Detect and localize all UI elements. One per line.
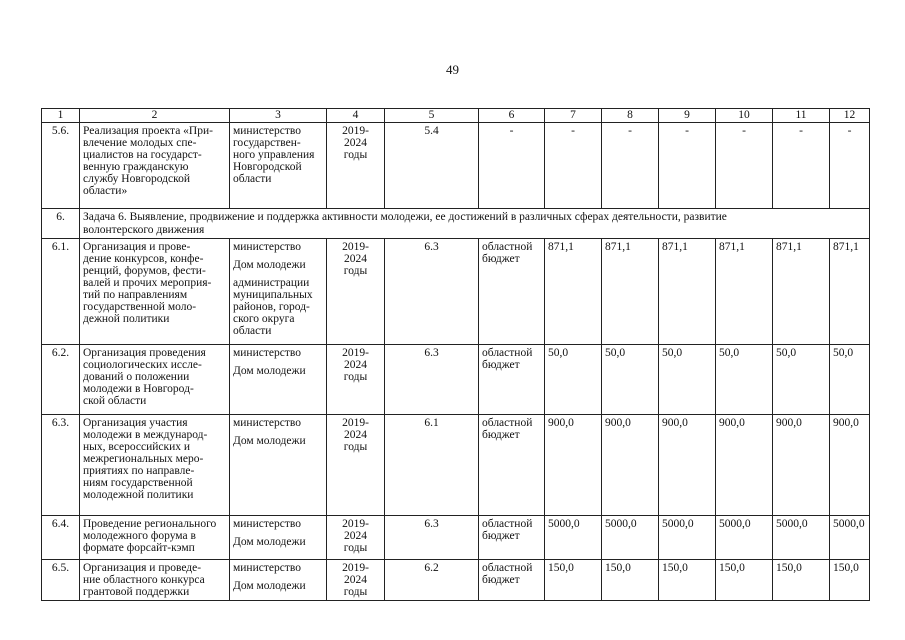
section-title: Задача 6. Выявление, продвижение и поддержка активности молодежи, ее достижений в различных сферах деятельности, развитие волонтерского движения — [80, 209, 870, 239]
executor-name: администрации муниципальных районов, город- ского округа области — [233, 277, 313, 337]
column-number: 11 — [773, 109, 830, 123]
activity-name: Организация проведения социологических иссле- дований о положении молодежи в Новгород- ской области — [80, 345, 230, 415]
executors-cell — [230, 123, 327, 209]
executor-name: Дом молодежи — [233, 259, 306, 271]
funding-value: 900,0 — [716, 415, 773, 516]
executors-cell — [230, 415, 327, 516]
funding-value: 871,1 — [602, 239, 659, 345]
column-number: 9 — [659, 109, 716, 123]
executor-name: министерство — [233, 417, 301, 429]
column-number: 5 — [385, 109, 479, 123]
column-number: 7 — [545, 109, 602, 123]
executor-name: Дом молодежи — [233, 580, 306, 592]
executor-name: министерство — [233, 562, 301, 574]
funding-value: 50,0 — [773, 345, 830, 415]
activity-name: Организация участия молодежи в международ- ных, всероссийских и межрегиональных меро- приятиях по направле- ниям государственной молодежной политики — [80, 415, 230, 516]
funding-source: областной бюджет — [479, 415, 545, 516]
executor-name: министерство государствен- ного управления Новгородской области — [233, 125, 315, 185]
funding-value: 900,0 — [602, 415, 659, 516]
activity-name: Организация и проведе- ние областного конкурса грантовой поддержки — [80, 560, 230, 601]
funding-value: 50,0 — [602, 345, 659, 415]
funding-value: 900,0 — [830, 415, 870, 516]
column-number: 12 — [830, 109, 870, 123]
funding-value: 50,0 — [716, 345, 773, 415]
funding-value: - — [716, 123, 773, 209]
funding-value: 5000,0 — [545, 516, 602, 560]
activity-row — [42, 560, 870, 601]
funding-source: - — [479, 123, 545, 209]
funding-value: 871,1 — [659, 239, 716, 345]
activity-number: 6.1. — [42, 239, 80, 345]
target-indicator-ref: 6.1 — [385, 415, 479, 516]
activity-number: 5.6. — [42, 123, 80, 209]
funding-value: 150,0 — [773, 560, 830, 601]
funding-value: 150,0 — [830, 560, 870, 601]
funding-source: областной бюджет — [479, 239, 545, 345]
column-number: 2 — [80, 109, 230, 123]
executor-name: Дом молодежи — [233, 536, 306, 548]
funding-value: 5000,0 — [716, 516, 773, 560]
funding-value: - — [830, 123, 870, 209]
implementation-period: 2019- 2024 годы — [327, 345, 385, 415]
funding-value: 150,0 — [602, 560, 659, 601]
funding-value: 50,0 — [545, 345, 602, 415]
funding-value: 900,0 — [545, 415, 602, 516]
activity-row — [42, 415, 870, 516]
funding-value: 871,1 — [545, 239, 602, 345]
executor-name: Дом молодежи — [233, 365, 306, 377]
column-number: 4 — [327, 109, 385, 123]
activity-row — [42, 123, 870, 209]
target-indicator-ref: 5.4 — [385, 123, 479, 209]
funding-value: 900,0 — [773, 415, 830, 516]
implementation-period: 2019- 2024 годы — [327, 415, 385, 516]
funding-value: 5000,0 — [773, 516, 830, 560]
implementation-period: 2019- 2024 годы — [327, 516, 385, 560]
target-indicator-ref: 6.3 — [385, 239, 479, 345]
implementation-period: 2019- 2024 годы — [327, 560, 385, 601]
activity-number: 6.3. — [42, 415, 80, 516]
activity-row — [42, 239, 870, 345]
section-row — [42, 209, 870, 239]
executor-name: министерство — [233, 241, 301, 253]
page-number: 49 — [446, 62, 459, 77]
column-number: 6 — [479, 109, 545, 123]
funding-value: 871,1 — [716, 239, 773, 345]
column-number: 3 — [230, 109, 327, 123]
funding-value: 50,0 — [659, 345, 716, 415]
executor-name: министерство — [233, 347, 301, 359]
executors-cell — [230, 239, 327, 345]
funding-value: - — [602, 123, 659, 209]
activity-name: Реализация проекта «При- влечение молодых спе- циалистов на государст- венную гражданскую службу Новгородской области» — [80, 123, 230, 209]
column-number: 10 — [716, 109, 773, 123]
funding-value: 5000,0 — [602, 516, 659, 560]
executors-cell — [230, 560, 327, 601]
column-number: 1 — [42, 109, 80, 123]
funding-value: - — [545, 123, 602, 209]
funding-source: областной бюджет — [479, 560, 545, 601]
funding-value: 150,0 — [659, 560, 716, 601]
executors-cell — [230, 516, 327, 560]
funding-value: 150,0 — [716, 560, 773, 601]
activity-row — [42, 516, 870, 560]
executor-name: министерство — [233, 518, 301, 530]
activity-name: Организация и прове- дение конкурсов, конфе- ренций, форумов, фести- валей и прочих мероприя- тий по направлениям государственной моло- дежной политики — [80, 239, 230, 345]
funding-value: 871,1 — [773, 239, 830, 345]
funding-value: - — [659, 123, 716, 209]
activity-row — [42, 345, 870, 415]
target-indicator-ref: 6.2 — [385, 560, 479, 601]
executor-name: Дом молодежи — [233, 435, 306, 447]
executors-cell — [230, 345, 327, 415]
column-number-row — [42, 109, 870, 123]
implementation-period: 2019- 2024 годы — [327, 123, 385, 209]
funding-value: 5000,0 — [659, 516, 716, 560]
target-indicator-ref: 6.3 — [385, 345, 479, 415]
funding-source: областной бюджет — [479, 345, 545, 415]
implementation-period: 2019- 2024 годы — [327, 239, 385, 345]
program-activities-table — [41, 108, 870, 601]
funding-value: 900,0 — [659, 415, 716, 516]
target-indicator-ref: 6.3 — [385, 516, 479, 560]
activity-number: 6.4. — [42, 516, 80, 560]
funding-value: - — [773, 123, 830, 209]
activity-name: Проведение регионального молодежного форума в формате форсайт-кэмп — [80, 516, 230, 560]
funding-value: 150,0 — [545, 560, 602, 601]
funding-value: 50,0 — [830, 345, 870, 415]
funding-value: 871,1 — [830, 239, 870, 345]
funding-value: 5000,0 — [830, 516, 870, 560]
section-number: 6. — [42, 209, 80, 239]
column-number: 8 — [602, 109, 659, 123]
activity-number: 6.2. — [42, 345, 80, 415]
activity-number: 6.5. — [42, 560, 80, 601]
funding-source: областной бюджет — [479, 516, 545, 560]
